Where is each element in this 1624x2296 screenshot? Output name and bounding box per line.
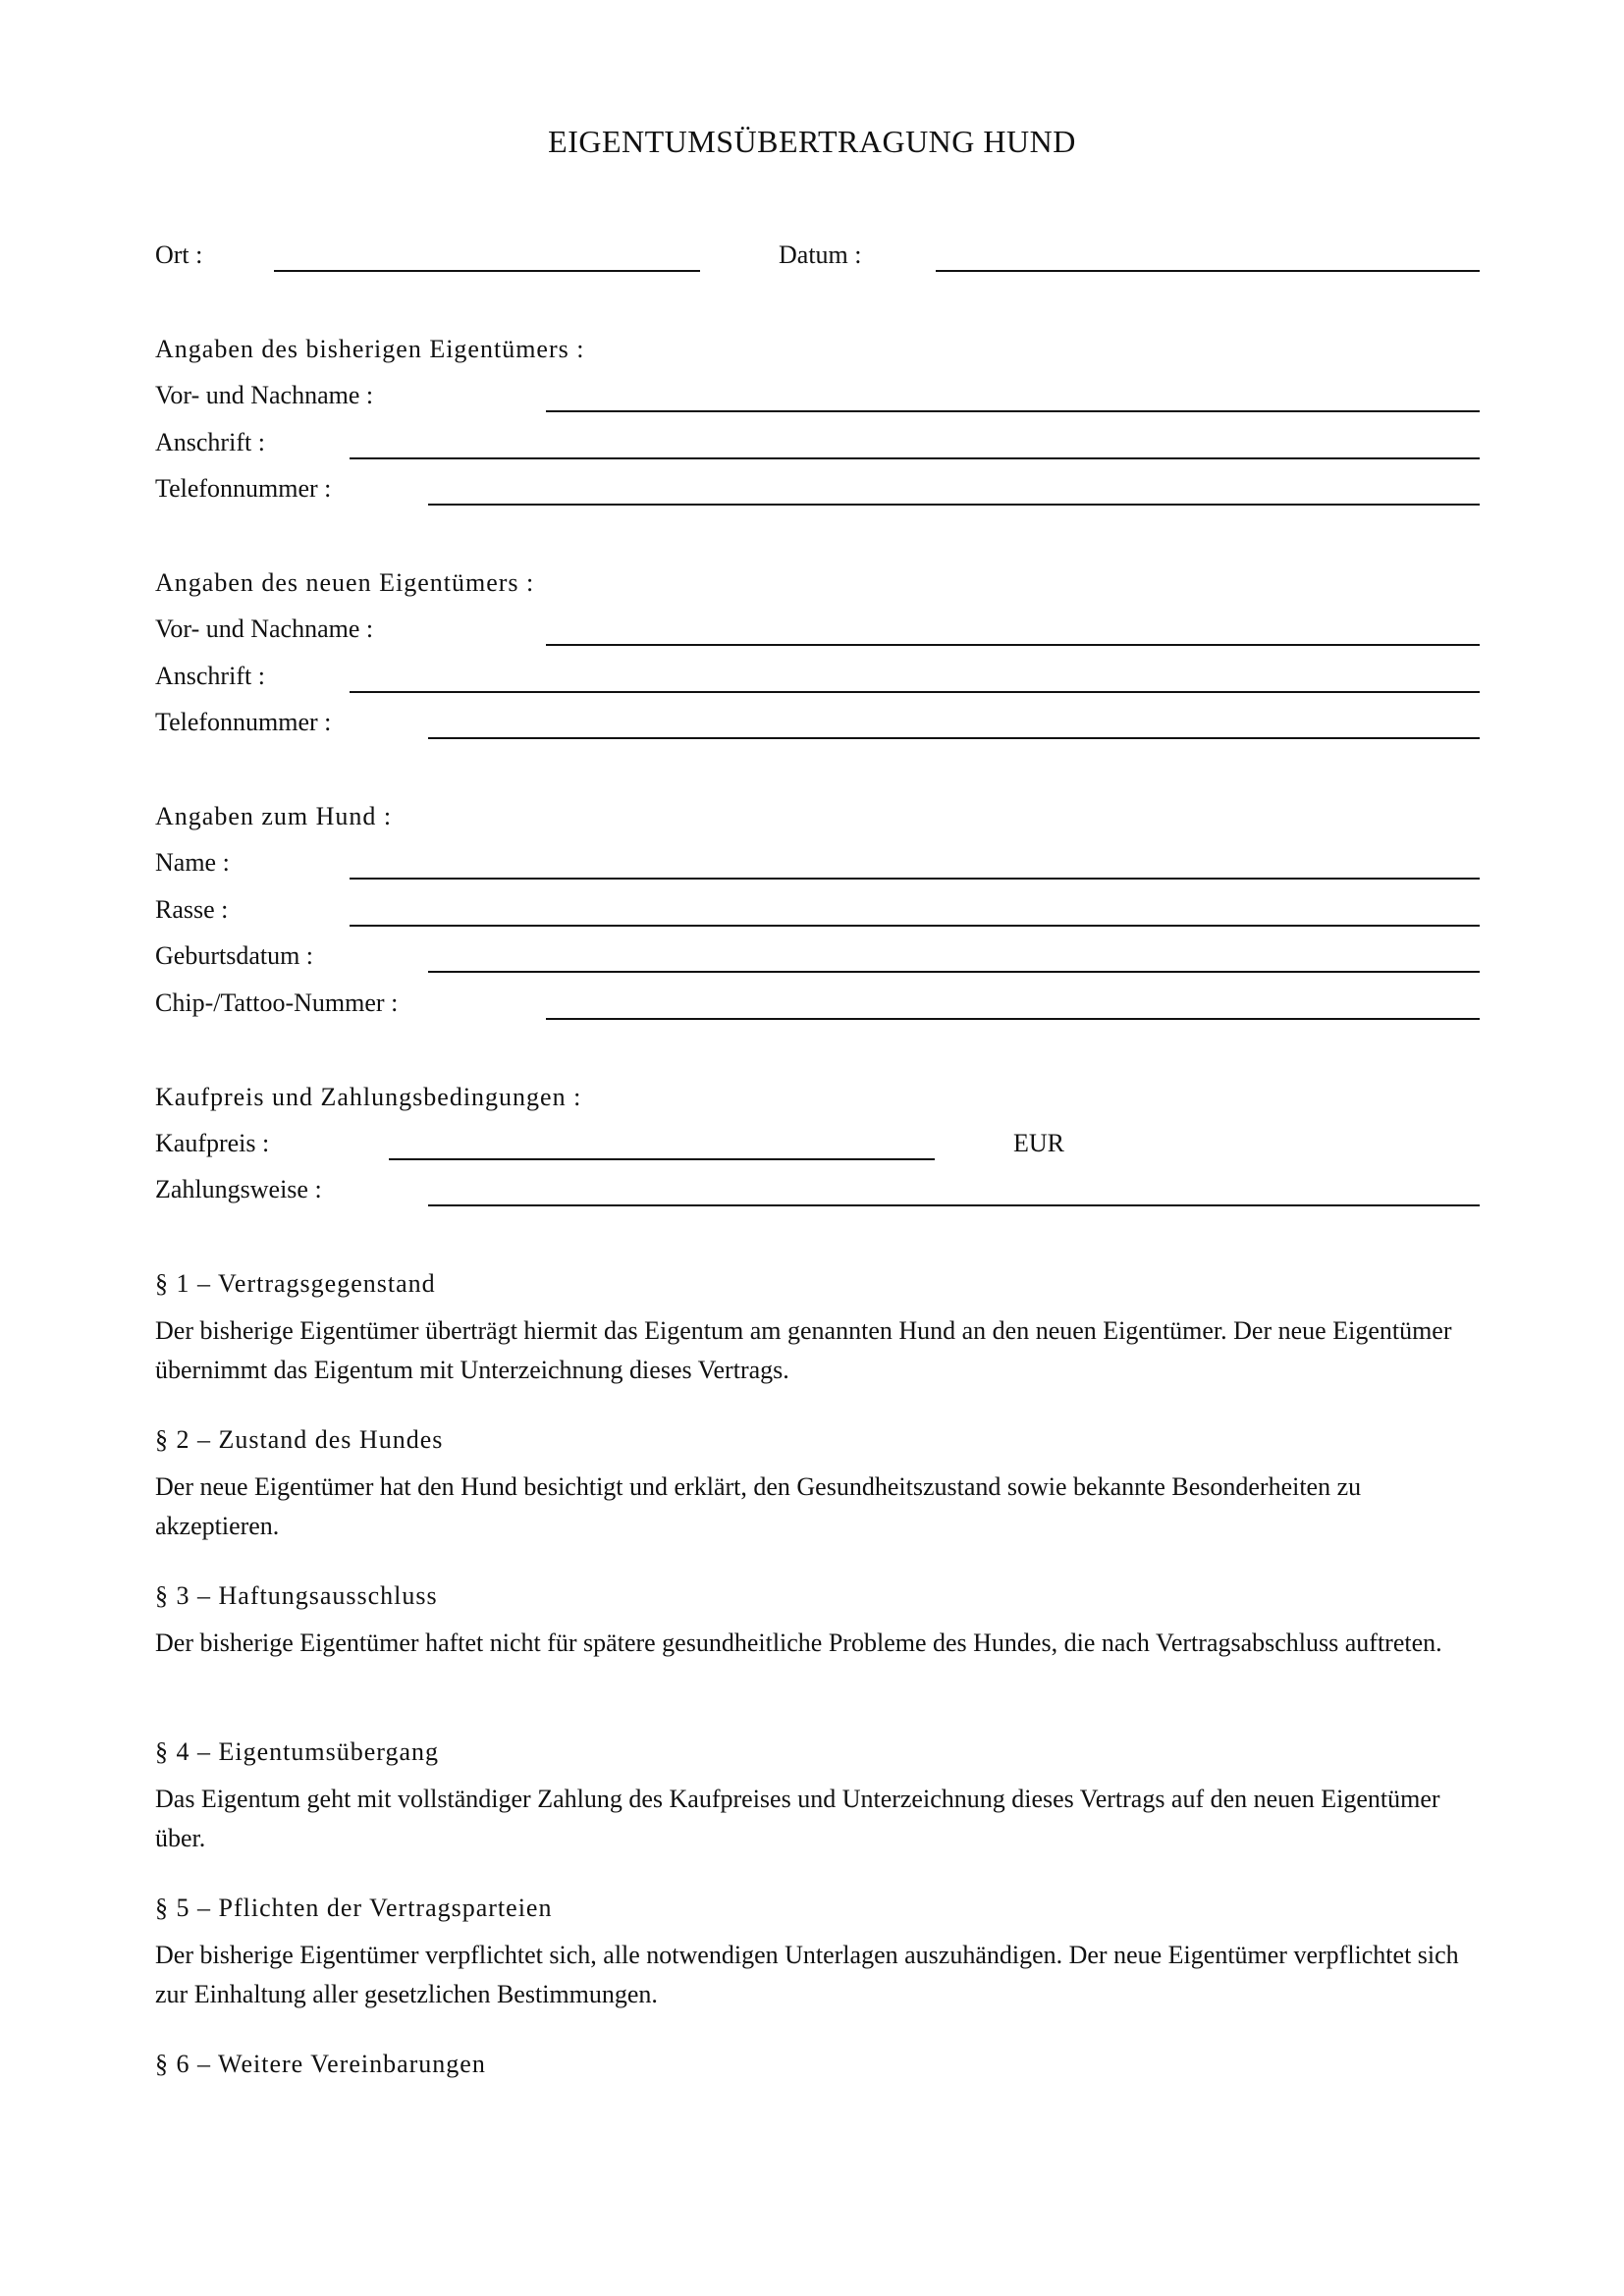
dog-name-field[interactable] — [350, 878, 1480, 880]
payment-heading: Kaufpreis und Zahlungsbedingungen : — [155, 1083, 582, 1111]
dog-breed-label: Rasse : — [155, 895, 229, 924]
section-heading: § 5 – Pflichten der Vertragsparteien — [155, 1894, 553, 1922]
previous-owner-address-label: Anschrift : — [155, 428, 265, 456]
page-title: EIGENTUMSÜBERTRAGUNG HUND — [548, 124, 1076, 159]
currency-label: EUR — [1013, 1129, 1064, 1157]
dog-birthdate-field[interactable] — [428, 971, 1480, 973]
section-text: Das Eigentum geht mit vollständiger Zahlung des Kaufpreises und Unterzeichnung dieses Vertrags auf den neuen Eigentümer über. — [155, 1785, 1440, 1852]
dog-birthdate-label: Geburtsdatum : — [155, 941, 314, 970]
datum-field[interactable] — [936, 270, 1480, 272]
new-owner-address-field[interactable] — [350, 691, 1480, 693]
section-text: Der bisherige Eigentümer überträgt hiermit das Eigentum am genannten Hund an den neuen Eigentümer. Der neue Eigentümer übernimmt das Eigentum mit Unterzeichnung dieses Vertrags. — [155, 1316, 1452, 1384]
new-owner-name-label: Vor- und Nachname : — [155, 614, 374, 643]
new-owner-address-label: Anschrift : — [155, 662, 265, 690]
previous-owner-phone-field[interactable] — [428, 504, 1480, 506]
previous-owner-phone-label: Telefonnummer : — [155, 474, 332, 503]
section-heading: § 3 – Haftungsausschluss — [155, 1581, 438, 1610]
dog-breed-field[interactable] — [350, 925, 1480, 927]
section-text: Der bisherige Eigentümer haftet nicht für spätere gesundheitliche Probleme des Hundes, die nach Vertragsabschluss auftreten. — [155, 1629, 1442, 1657]
new-owner-name-field[interactable] — [546, 644, 1480, 646]
section-heading: § 1 – Vertragsgegenstand — [155, 1269, 436, 1298]
section-text: Der bisherige Eigentümer verpflichtet sich, alle notwendigen Unterlagen auszuhändigen. Der neue Eigentümer verpflichtet sich zur Einhaltung aller gesetzlichen Bestimmungen. — [155, 1941, 1459, 2008]
ort-field[interactable] — [274, 270, 700, 272]
price-label: Kaufpreis : — [155, 1129, 270, 1157]
dog-name-label: Name : — [155, 848, 230, 877]
payment-method-label: Zahlungsweise : — [155, 1175, 322, 1203]
previous-owner-name-label: Vor- und Nachname : — [155, 381, 374, 409]
new-owner-heading: Angaben des neuen Eigentümers : — [155, 568, 535, 597]
new-owner-phone-label: Telefonnummer : — [155, 708, 332, 736]
previous-owner-address-field[interactable] — [350, 457, 1480, 459]
payment-method-field[interactable] — [428, 1204, 1480, 1206]
section-heading: § 2 – Zustand des Hundes — [155, 1425, 444, 1454]
dog-heading: Angaben zum Hund : — [155, 802, 393, 830]
new-owner-phone-field[interactable] — [428, 737, 1480, 739]
section-heading: § 4 – Eigentumsübergang — [155, 1737, 439, 1766]
section-text: Der neue Eigentümer hat den Hund besichtigt und erklärt, den Gesundheitszustand sowie bekannte Besonderheiten zu akzeptieren. — [155, 1472, 1362, 1540]
section-heading: § 6 – Weitere Vereinbarungen — [155, 2050, 486, 2078]
price-field[interactable] — [389, 1158, 935, 1160]
dog-chip-field[interactable] — [546, 1018, 1480, 1020]
datum-label: Datum : — [779, 240, 862, 269]
previous-owner-heading: Angaben des bisherigen Eigentümers : — [155, 335, 585, 363]
ort-label: Ort : — [155, 240, 203, 269]
dog-chip-label: Chip-/Tattoo-Nummer : — [155, 988, 399, 1017]
previous-owner-name-field[interactable] — [546, 410, 1480, 412]
